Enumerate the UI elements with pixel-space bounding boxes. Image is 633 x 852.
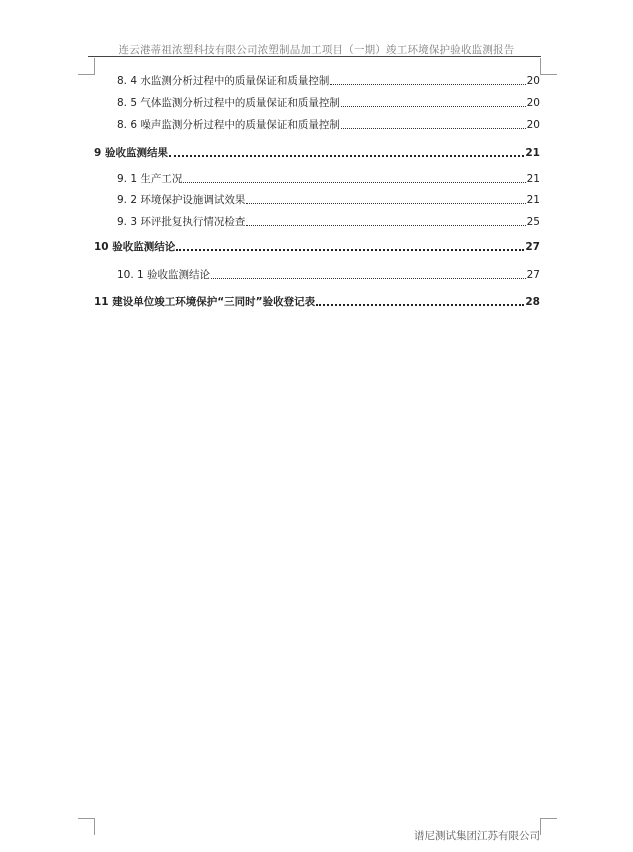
toc-leader: [341, 128, 526, 129]
toc-entry-page: 20: [526, 119, 540, 131]
toc-entry-page: 20: [526, 97, 540, 109]
toc-entry-8-5[interactable]: [94, 96, 540, 110]
toc-entry-title: 10. 1 验收监测结论: [117, 269, 211, 281]
toc-leader: [176, 249, 524, 251]
toc-entry-9-2[interactable]: [94, 193, 540, 207]
toc-leader: [211, 278, 526, 279]
toc-entry-page: 27: [526, 269, 540, 281]
toc-entry-8-6[interactable]: [94, 118, 540, 132]
toc-entry-page: 21: [525, 147, 540, 159]
crop-mark-top-right: [540, 58, 557, 75]
toc-entry-title: 8. 5 气体监测分析过程中的质量保证和质量控制: [117, 97, 340, 109]
toc-leader: [341, 106, 526, 107]
toc-entry-title: 8. 4 水监测分析过程中的质量保证和质量控制: [117, 75, 330, 87]
toc-entry-9-1[interactable]: [94, 172, 540, 186]
toc-entry-11[interactable]: [94, 295, 540, 309]
toc-leader: [169, 155, 524, 157]
toc-leader: [246, 225, 525, 226]
toc-entry-page: 20: [526, 75, 540, 87]
toc-entry-9[interactable]: [94, 146, 540, 160]
toc-entry-title: 8. 6 噪声监测分析过程中的质量保证和质量控制: [117, 119, 340, 131]
toc-entry-page: 21: [526, 173, 540, 185]
toc-entry-title: 9. 2 环境保护设施调试效果: [117, 194, 246, 206]
crop-mark-bottom-right: [540, 818, 557, 835]
toc-entry-10-1[interactable]: [94, 268, 540, 282]
toc-entry-page: 27: [525, 241, 540, 253]
toc-entry-title: 9 验收监测结果: [94, 147, 168, 159]
page-header: 连云港蒂祖浓塑科技有限公司浓塑制品加工项目（一期）竣工环境保护验收监测报告: [118, 44, 515, 56]
toc-leader: [330, 84, 525, 85]
crop-mark-top-left: [78, 58, 95, 75]
toc-entry-page: 28: [525, 296, 540, 308]
toc-leader: [183, 182, 525, 183]
toc-entry-title: 11 建设单位竣工环境保护“三同时”验收登记表: [94, 296, 316, 308]
toc-entry-page: 25: [526, 216, 540, 228]
crop-mark-bottom-left: [78, 818, 95, 835]
toc-entry-9-3[interactable]: [94, 215, 540, 229]
toc-entry-8-4[interactable]: [94, 74, 540, 88]
toc-entry-title: 9. 3 环评批复执行情况检查: [117, 216, 246, 228]
page-footer-company: 谱尼测试集团江苏有限公司: [414, 830, 540, 842]
toc-leader: [246, 203, 525, 204]
toc-entry-10[interactable]: [94, 240, 540, 254]
header-rule: [88, 56, 541, 57]
toc-entry-title: 9. 1 生产工况: [117, 173, 183, 185]
toc-entry-title: 10 验收监测结论: [94, 241, 176, 253]
toc-entry-page: 21: [526, 194, 540, 206]
toc-leader: [316, 304, 524, 306]
